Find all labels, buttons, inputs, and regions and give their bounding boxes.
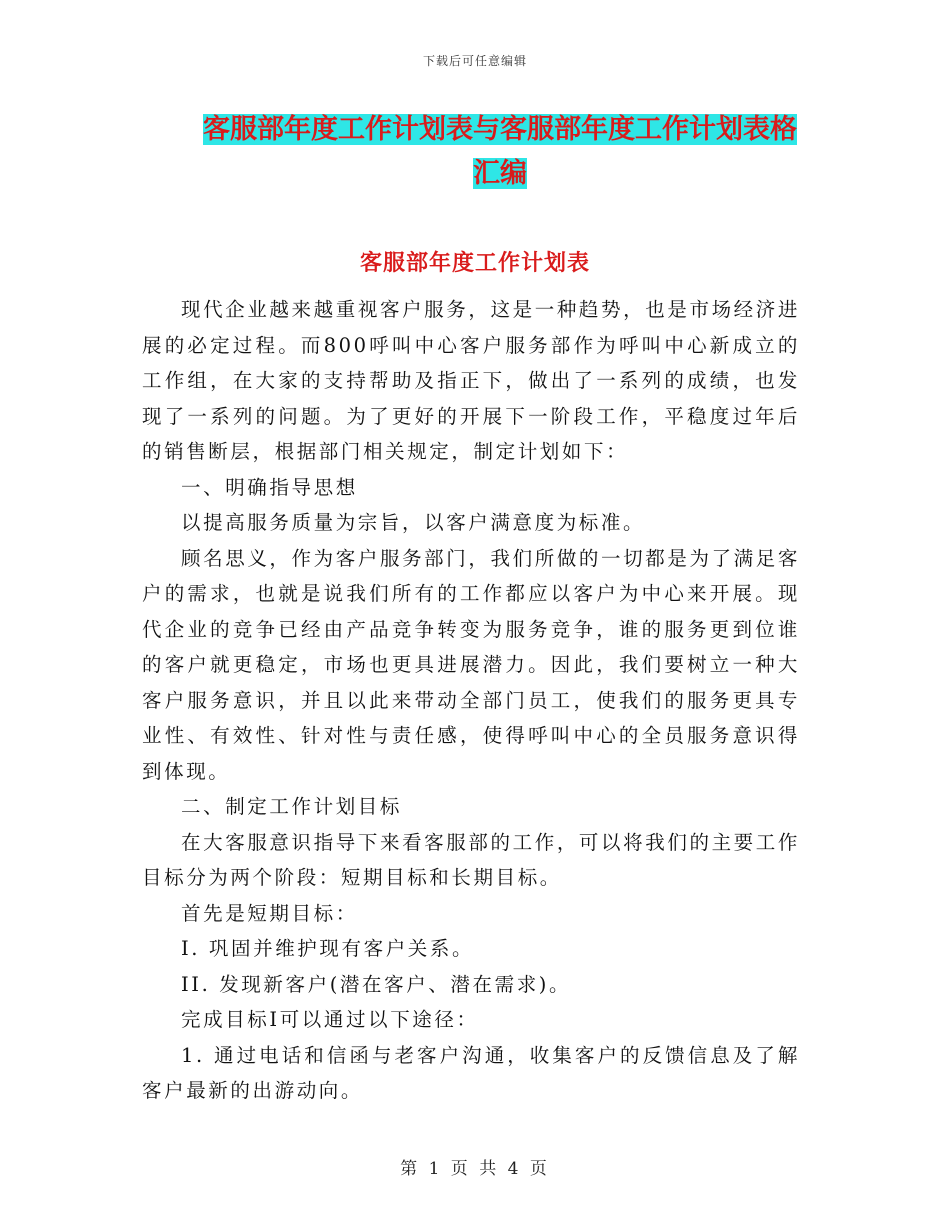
paragraph: 在大客服意识指导下来看客服部的工作，可以将我们的主要工作目标分为两个阶段：短期目标和长期目标。 (142, 830, 800, 889)
paragraph: 完成目标I可以通过以下途径： (181, 1008, 479, 1031)
list-item: II. 发现新客户(潜在客户、潜在需求)。 (181, 972, 572, 996)
list-item: 1. 通过电话和信函与老客户沟通，收集客户的反馈信息及了解客户最新的出游动向。 (142, 1043, 800, 1102)
section-title: 客服部年度工作计划表 (359, 250, 590, 276)
list-item: I. 巩固并维护现有客户关系。 (181, 937, 475, 960)
heading-work-plan-goals: 二、制定工作计划目标 (181, 795, 403, 818)
document-title (190, 108, 810, 196)
paragraph: 首先是短期目标： (181, 901, 358, 925)
document-body (142, 292, 800, 1109)
document-title-text: 客服部年度工作计划表与客服部年度工作计划表格汇编 (203, 114, 797, 189)
paragraph: 顾名思义，作为客户服务部门，我们所做的一切都是为了满足客户的需求，也就是说我们所有的工作都应以客户为中心来开展。现代企业的竞争已经由产品竞争转变为服务竞争，谁的服务更到位谁的客户就更稳定，市场也更具进展潜力。因此，我们要树立一种大客户服务意识，并且以此来带动全部门员工，使我们的服务更具专业性、有效性、针对性与责任感，使得呼叫中心的全员服务意识得到体现。 (142, 546, 800, 783)
paragraph: 现代企业越来越重视客户服务，这是一种趋势，也是市场经济进展的必定过程。而800呼叫中心客户服务部作为呼叫中心新成立的工作组，在大家的支持帮助及指正下，做出了一系列的成绩，也发现了一系列的问题。为了更好的开展下一阶段工作，平稳度过年后的销售断层，根据部门相关规定，制定计划如下： (142, 298, 800, 463)
page-header-note: 下载后可任意编辑 (422, 54, 527, 68)
heading-guiding-ideology: 一、明确指导思想 (181, 475, 358, 499)
page-number: 第 1 页 共 4 页 (400, 1159, 550, 1179)
paragraph: 以提高服务质量为宗旨，以客户满意度为标准。 (181, 511, 646, 534)
